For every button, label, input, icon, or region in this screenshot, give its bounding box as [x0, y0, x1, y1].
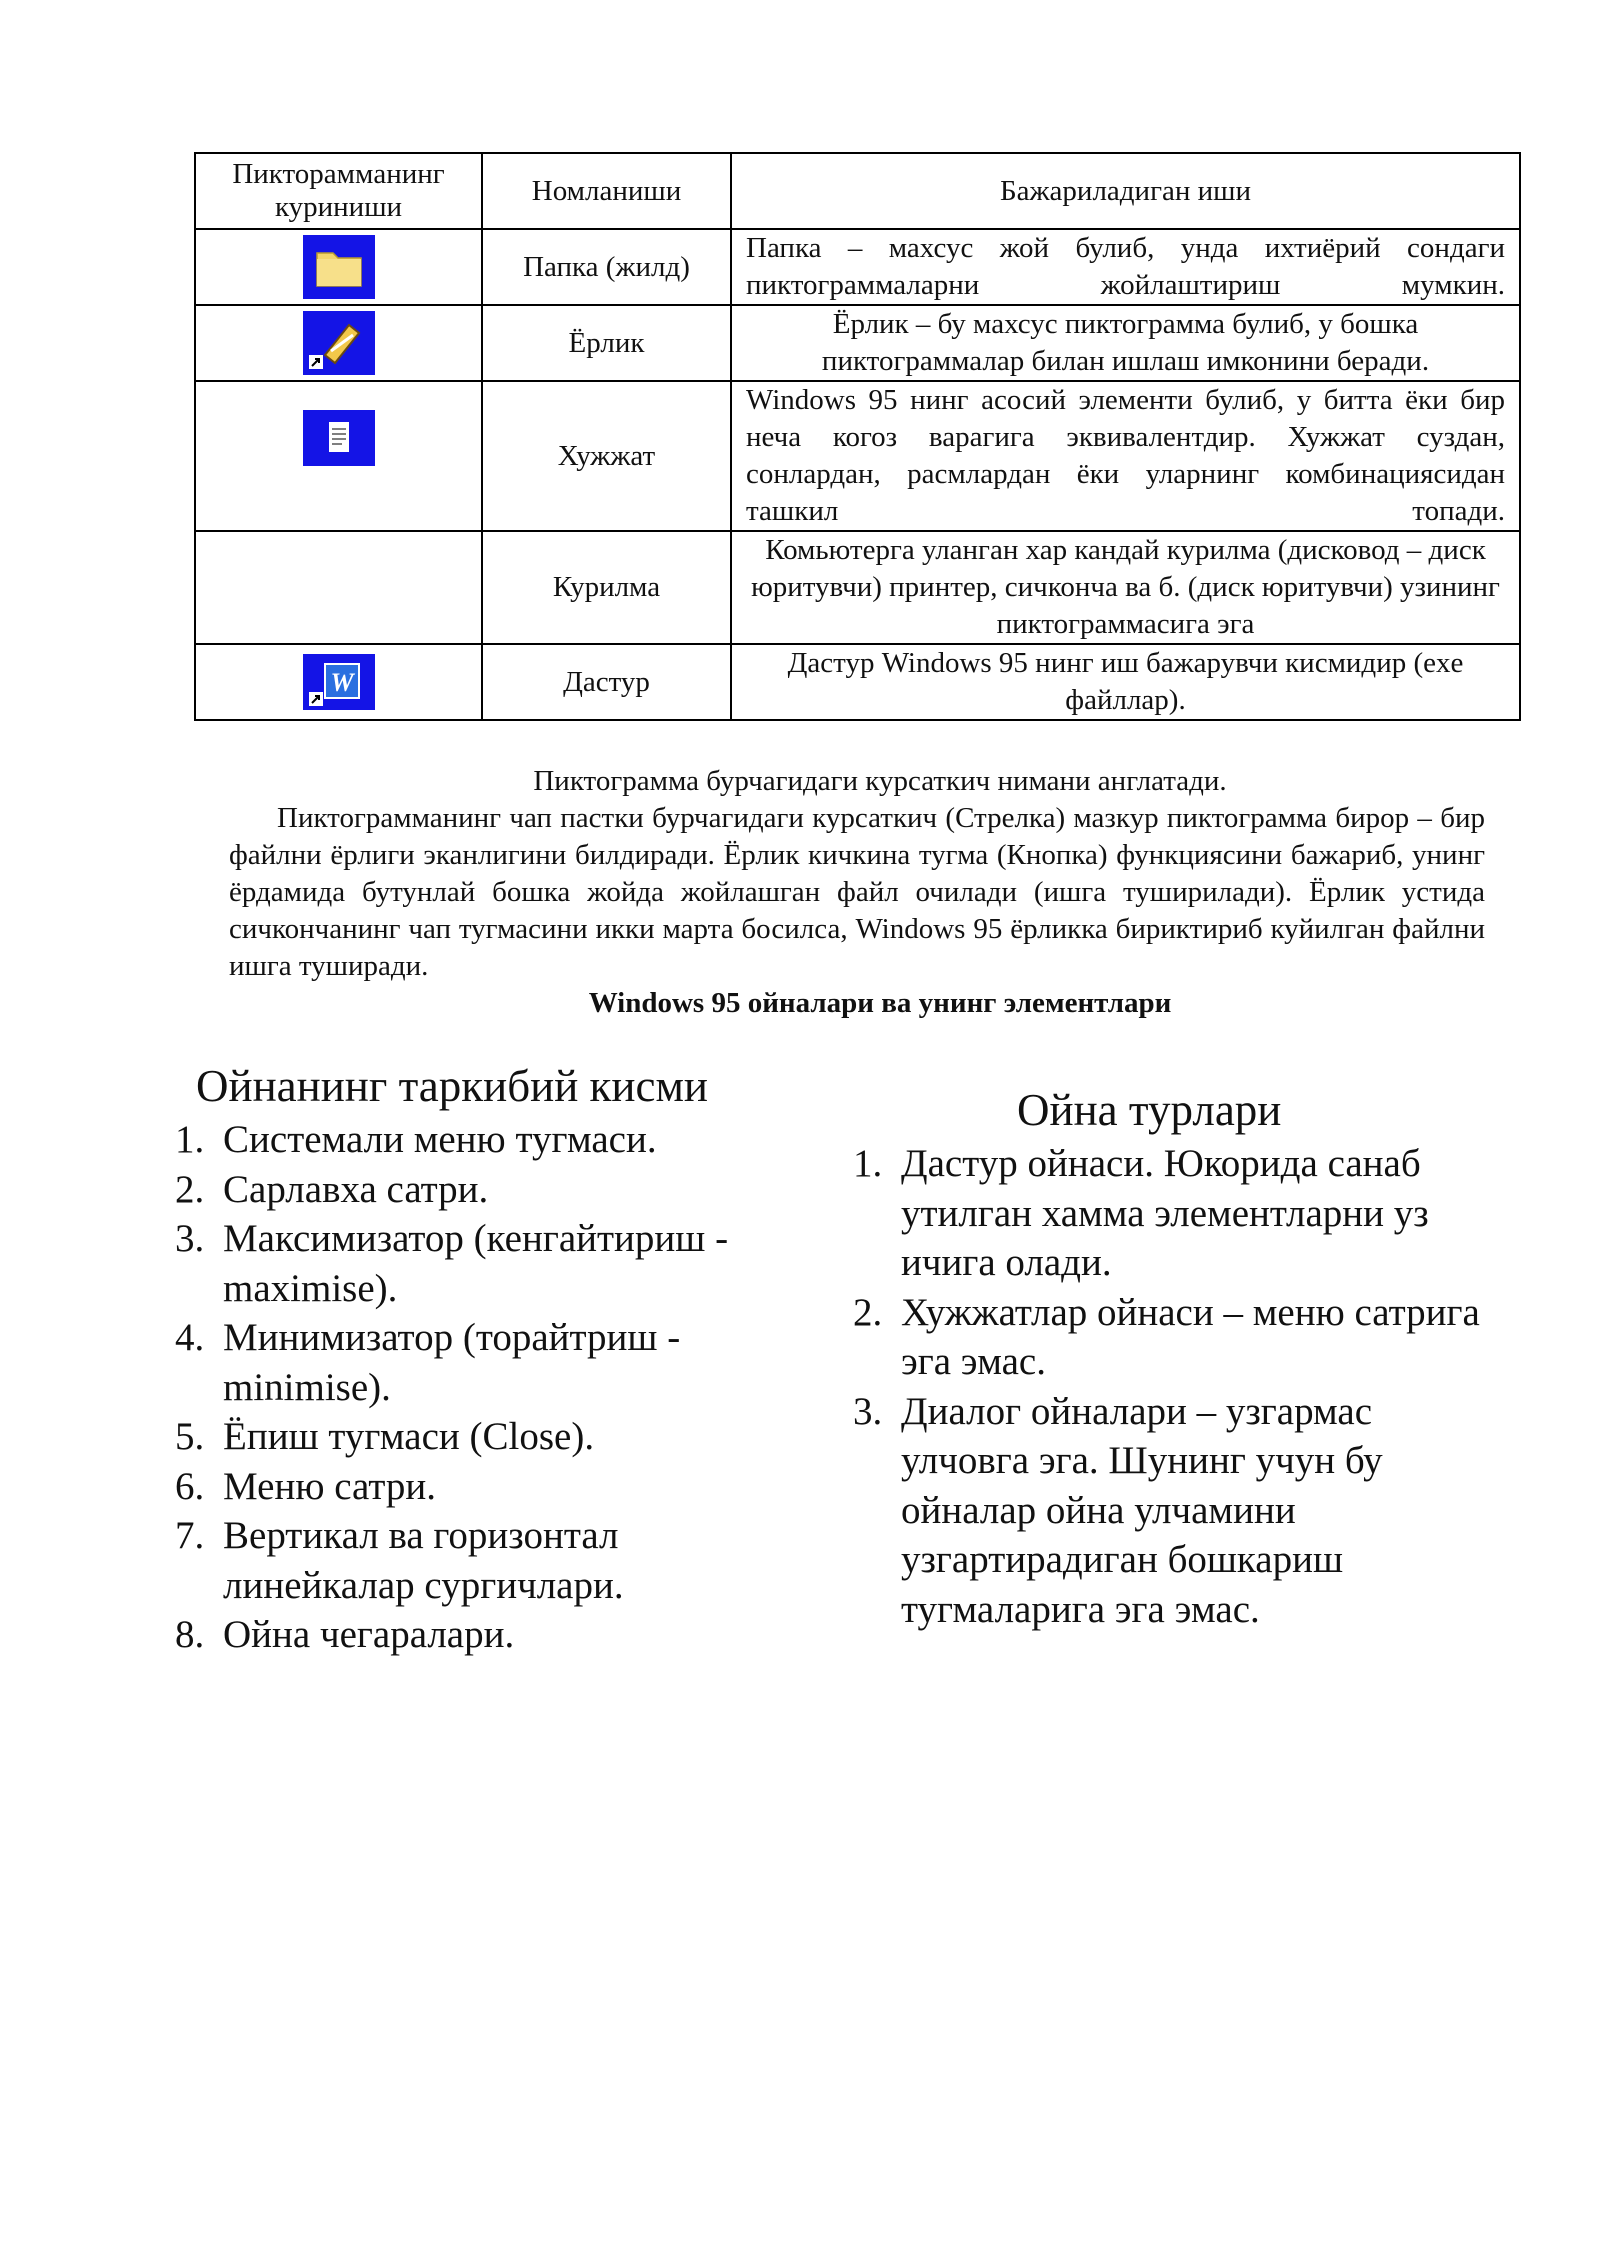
- icon-cell-empty: [195, 531, 482, 644]
- body-paragraph: Пиктограмманинг чап пастки бурчагидаги курсаткич (Стрелка) мазкур пиктограмма бирор – бир файлни ёрлиги эканлигини билдиради. Ёрлик кичкина тугма (Кнопка) функциясини бажариб, унинг ёрдамида бутунлай бошка жойда жойлашган файл очилади (ишга туширилади). Ёрлик устида сичкончанинг чап тугмасини икки марта босилса, Windows 95 ёрликка бириктириб куйилган файлни ишга туширади.: [229, 802, 1485, 982]
- svg-text:W: W: [329, 668, 354, 697]
- row-description: Windows 95 нинг асосий элементи булиб, у битта ёки бир неча когоз варагига эквивалентдир. Хужжат суздан, сонлардан, расмлардан ёки уларнинг комбинациясидан ташкил топади.: [731, 381, 1520, 531]
- list-item: 4. Минимизатор (торайтриш - minimise).: [175, 1316, 681, 1409]
- header-view: Пиктораммaнинг куриниши: [195, 153, 482, 229]
- table-row: [195, 381, 1520, 531]
- icon-cell: [195, 381, 482, 531]
- window-components-heading: Ойнанинг таркибий кисми: [196, 1061, 709, 1111]
- list-item: 3. Диалог ойналари – узгармас улчовга эга. Шунинг учун бу ойналар ойна улчамини узгартирадиган бошкариш тугмаларига эга эмас.: [853, 1389, 1383, 1631]
- row-description: Папка – махсус жой булиб, унда ихтиёрий сондаги пиктограммаларни жойлаштириш мумкин.: [731, 229, 1520, 305]
- window-types-list: [853, 1139, 1493, 1634]
- list-item: 1. Системали меню тугмаси.: [175, 1118, 657, 1161]
- document-icon: [303, 410, 375, 466]
- list-item: 7. Вертикал ва горизонтал линейкалар сургичлари.: [175, 1514, 624, 1607]
- caption: Пиктограмма бурчагидаги курсаткич нимани англатади.: [533, 765, 1227, 797]
- table-row: [195, 305, 1520, 381]
- table-row: [195, 531, 1520, 644]
- icon-cell: [195, 229, 482, 305]
- icon-cell: [195, 644, 482, 720]
- row-name: Папка (жилд): [482, 229, 731, 305]
- list-item: 6. Меню сатри.: [175, 1464, 436, 1508]
- list-item: 2. Хужжатлар ойнаси – меню сатрига эга эмас.: [853, 1290, 1480, 1383]
- list-item: 5. Ёпиш тугмаси (Close).: [175, 1415, 595, 1458]
- window-types-heading: Ойна турлари: [1017, 1085, 1282, 1135]
- window-components-list: [175, 1115, 815, 1660]
- header-name: Номланиши: [482, 153, 731, 229]
- row-name: Хужжат: [482, 381, 731, 531]
- shortcut-icon: [303, 311, 375, 375]
- list-item: 8. Ойна чегаралари.: [175, 1613, 515, 1656]
- row-name: Ёрлик: [482, 305, 731, 381]
- row-description: Ёрлик – бу махсус пиктограмма булиб, у бошка пиктограммалар билан ишлаш имконини беради.: [731, 305, 1520, 381]
- list-item: 3. Максимизатор (кенгайтириш - maximise).: [175, 1217, 729, 1310]
- row-description: Комьютерга уланган хар кандай курилма (дисковод – диск юритувчи) принтер, сичконча ва б. (диск юритувчи) узининг пиктограммасига эга: [731, 531, 1520, 644]
- pictogram-table: [194, 152, 1521, 721]
- folder-icon: [303, 235, 375, 299]
- row-name: Курилма: [482, 531, 731, 644]
- table-row: [195, 229, 1520, 305]
- word-program-icon: [303, 654, 375, 710]
- row-description: Дастур Windows 95 нинг иш бажарувчи кисмидир (exe файллар).: [731, 644, 1520, 720]
- section-title: Windows 95 ойналари ва унинг элементлари: [588, 987, 1172, 1019]
- table-header-row: [195, 153, 1520, 229]
- icon-cell: [195, 305, 482, 381]
- list-item: 1. Дастур ойнаси. Юкорида санаб утилган хамма элементларни уз ичига олади.: [853, 1142, 1429, 1284]
- header-function: Бажариладиган иши: [731, 153, 1520, 229]
- list-item: 2. Сарлавха сатри.: [175, 1167, 489, 1211]
- table-row: [195, 644, 1520, 720]
- row-name: Дастур: [482, 644, 731, 720]
